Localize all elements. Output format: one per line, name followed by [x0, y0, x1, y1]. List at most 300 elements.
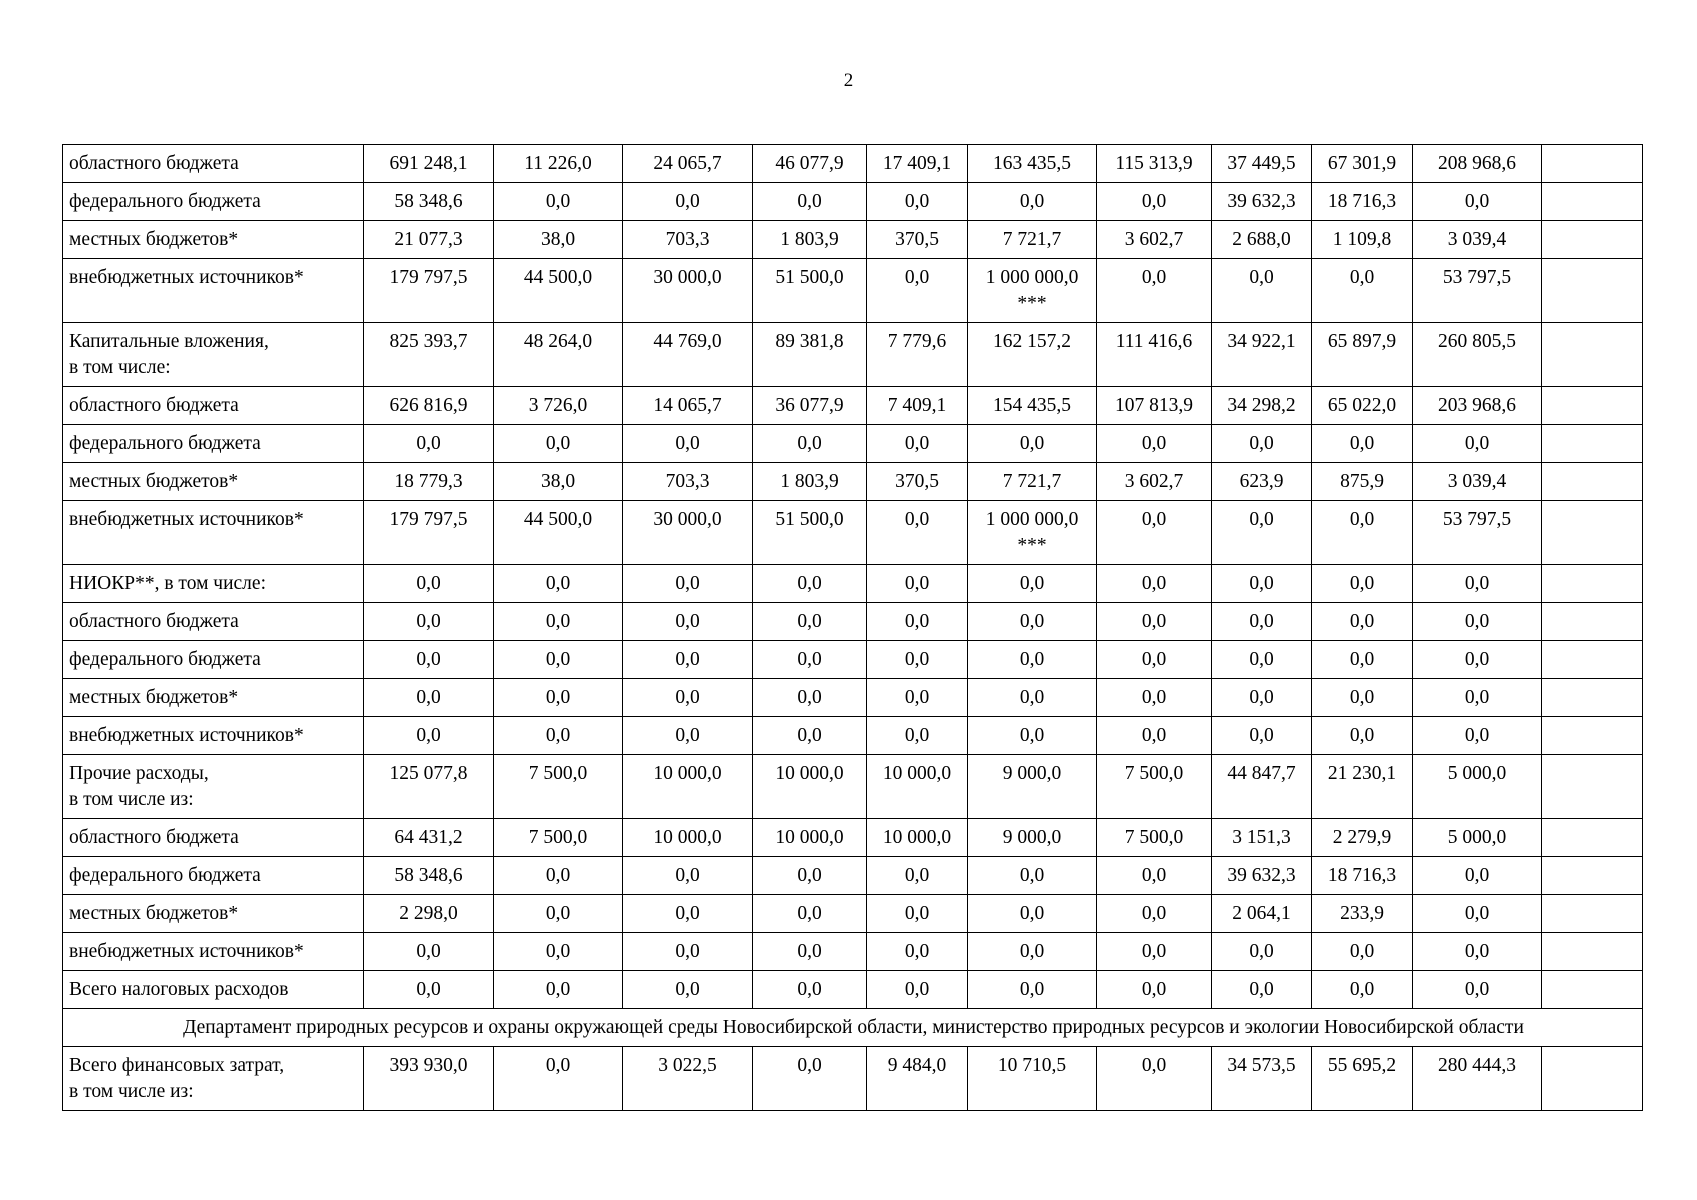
row-label-line: федерального бюджета: [69, 191, 261, 212]
row-label-line: областного бюджета: [69, 153, 239, 174]
value-cell: 0,0: [364, 565, 494, 603]
value-cell: 626 816,9: [364, 387, 494, 425]
value-cell: 0,0: [968, 857, 1097, 895]
table-body: [63, 145, 1643, 1111]
table-row: [63, 387, 1643, 425]
value-cell: 370,5: [867, 463, 968, 501]
value-cell: [1542, 501, 1643, 565]
value-cell: 0,0: [623, 641, 753, 679]
value-cell: 10 000,0: [623, 819, 753, 857]
value-cell: 18 716,3: [1312, 183, 1413, 221]
value-cell: 46 077,9: [753, 145, 867, 183]
value-cell: 0,0: [753, 679, 867, 717]
value-cell: 0,0: [867, 603, 968, 641]
row-label-line: внебюджетных источников*: [69, 509, 304, 530]
value-cell: 0,0: [1097, 425, 1212, 463]
value-cell: [1542, 565, 1643, 603]
value-cell: 0,0: [494, 1047, 623, 1111]
table-row: [63, 819, 1643, 857]
value-cell: 51 500,0: [753, 501, 867, 565]
row-label: [63, 221, 364, 259]
value-cell: 7 500,0: [1097, 819, 1212, 857]
row-label-line: внебюджетных источников*: [69, 725, 304, 746]
value-cell: 7 721,7: [968, 221, 1097, 259]
value-cell: 0,0: [623, 679, 753, 717]
value-cell: [1542, 259, 1643, 323]
value-cell: 0,0: [968, 641, 1097, 679]
value-cell: 0,0: [1097, 641, 1212, 679]
value-cell: 0,0: [1413, 641, 1542, 679]
value-cell: 825 393,7: [364, 323, 494, 387]
value-cell: 0,0: [1097, 717, 1212, 755]
value-cell: 0,0: [623, 183, 753, 221]
budget-table: [62, 144, 1643, 1111]
value-cell: 44 847,7: [1212, 755, 1312, 819]
value-cell: 0,0: [968, 603, 1097, 641]
value-line: ***: [1017, 535, 1047, 556]
value-cell: 0,0: [1212, 717, 1312, 755]
value-cell: 0,0: [1413, 425, 1542, 463]
value-cell: 0,0: [1212, 501, 1312, 565]
value-cell: 0,0: [364, 603, 494, 641]
value-cell: 1 109,8: [1312, 221, 1413, 259]
value-cell: 3 151,3: [1212, 819, 1312, 857]
value-cell: 10 000,0: [753, 755, 867, 819]
row-label-line: областного бюджета: [69, 395, 239, 416]
value-cell: [1542, 857, 1643, 895]
value-cell: 233,9: [1312, 895, 1413, 933]
value-cell: [1542, 971, 1643, 1009]
row-label: [63, 565, 364, 603]
value-cell: 0,0: [753, 1047, 867, 1111]
value-cell: 0,0: [1212, 603, 1312, 641]
value-cell: [1542, 221, 1643, 259]
value-cell: 0,0: [867, 425, 968, 463]
value-cell: 10 000,0: [623, 755, 753, 819]
row-label: [63, 183, 364, 221]
row-label: [63, 501, 364, 565]
value-cell: 703,3: [623, 221, 753, 259]
row-label-line: областного бюджета: [69, 611, 239, 632]
value-cell: 125 077,8: [364, 755, 494, 819]
table-row: [63, 717, 1643, 755]
row-label-line: в том числе из:: [69, 1081, 194, 1102]
row-label-line: федерального бюджета: [69, 865, 261, 886]
value-cell: 10 000,0: [867, 755, 968, 819]
value-cell: 0,0: [494, 895, 623, 933]
value-cell: 0,0: [867, 259, 968, 323]
table-row: [63, 755, 1643, 819]
value-cell: 1 803,9: [753, 221, 867, 259]
value-cell: 0,0: [753, 565, 867, 603]
value-cell: 0,0: [1413, 895, 1542, 933]
value-cell: 2 298,0: [364, 895, 494, 933]
value-cell: 37 449,5: [1212, 145, 1312, 183]
value-cell: 2 279,9: [1312, 819, 1413, 857]
value-cell: 0,0: [968, 679, 1097, 717]
value-cell: 0,0: [753, 717, 867, 755]
value-cell: 0,0: [1212, 641, 1312, 679]
row-label-line: Всего налоговых расходов: [69, 979, 289, 1000]
table-row: [63, 323, 1643, 387]
value-cell: 9 484,0: [867, 1047, 968, 1111]
value-cell: [1542, 895, 1643, 933]
value-cell: 0,0: [364, 425, 494, 463]
value-cell: 0,0: [1413, 933, 1542, 971]
value-cell: 30 000,0: [623, 501, 753, 565]
table-row: [63, 221, 1643, 259]
value-cell: 393 930,0: [364, 1047, 494, 1111]
value-cell: 0,0: [1097, 1047, 1212, 1111]
row-label: [63, 679, 364, 717]
value-cell: 875,9: [1312, 463, 1413, 501]
value-cell: 34 922,1: [1212, 323, 1312, 387]
value-cell: 0,0: [1212, 565, 1312, 603]
row-label-line: внебюджетных источников*: [69, 941, 304, 962]
value-cell: 0,0: [1097, 895, 1212, 933]
row-label: [63, 603, 364, 641]
value-cell: 9 000,0: [968, 819, 1097, 857]
value-cell: 0,0: [753, 857, 867, 895]
table-row: [63, 145, 1643, 183]
value-cell: 0,0: [1097, 971, 1212, 1009]
row-label-line: федерального бюджета: [69, 433, 261, 454]
value-cell: [1542, 425, 1643, 463]
value-cell: 7 500,0: [494, 755, 623, 819]
value-cell: [1542, 463, 1643, 501]
value-cell: 0,0: [867, 717, 968, 755]
value-cell: [1542, 717, 1643, 755]
value-cell: 89 381,8: [753, 323, 867, 387]
value-cell: 0,0: [1312, 933, 1413, 971]
row-label-line: внебюджетных источников*: [69, 267, 304, 288]
value-cell: 115 313,9: [1097, 145, 1212, 183]
value-cell: 53 797,5: [1413, 501, 1542, 565]
value-cell: 154 435,5: [968, 387, 1097, 425]
value-line: 1 000 000,0: [985, 509, 1079, 530]
value-cell: 0,0: [1312, 259, 1413, 323]
value-cell: 0,0: [1212, 259, 1312, 323]
value-cell: 17 409,1: [867, 145, 968, 183]
value-cell: 0,0: [1413, 603, 1542, 641]
value-cell: [1542, 145, 1643, 183]
value-cell: 0,0: [364, 641, 494, 679]
value-cell: 0,0: [867, 895, 968, 933]
value-cell: 0,0: [1097, 501, 1212, 565]
table-row: [63, 679, 1643, 717]
value-cell: 0,0: [1312, 971, 1413, 1009]
value-cell: 0,0: [968, 565, 1097, 603]
row-label-line: местных бюджетов*: [69, 471, 239, 492]
value-cell: 0,0: [1312, 501, 1413, 565]
table-row: [63, 641, 1643, 679]
value-cell: 0,0: [1413, 717, 1542, 755]
value-cell: 163 435,5: [968, 145, 1097, 183]
value-cell: 7 409,1: [867, 387, 968, 425]
value-cell: 3 726,0: [494, 387, 623, 425]
value-cell: 2 064,1: [1212, 895, 1312, 933]
value-cell: 0,0: [1413, 971, 1542, 1009]
value-cell: 10 000,0: [867, 819, 968, 857]
value-cell: 0,0: [1413, 679, 1542, 717]
value-cell: 53 797,5: [1413, 259, 1542, 323]
value-cell: 0,0: [494, 641, 623, 679]
value-cell: 0,0: [753, 971, 867, 1009]
value-cell: 3 602,7: [1097, 463, 1212, 501]
value-cell: 9 000,0: [968, 755, 1097, 819]
value-cell: 34 298,2: [1212, 387, 1312, 425]
value-cell: 179 797,5: [364, 259, 494, 323]
value-cell: 280 444,3: [1413, 1047, 1542, 1111]
row-label-line: в том числе:: [69, 357, 171, 378]
value-cell: 0,0: [753, 933, 867, 971]
department-row: [63, 1009, 1643, 1047]
value-cell: 55 695,2: [1312, 1047, 1413, 1111]
row-label: [63, 717, 364, 755]
value-cell: 0,0: [1413, 857, 1542, 895]
value-cell: 0,0: [494, 933, 623, 971]
value-cell: 0,0: [867, 641, 968, 679]
table-row: [63, 603, 1643, 641]
value-cell: 64 431,2: [364, 819, 494, 857]
row-label-line: НИОКР**, в том числе:: [69, 573, 266, 594]
table-row: [63, 895, 1643, 933]
value-cell: 48 264,0: [494, 323, 623, 387]
value-cell: 1 803,9: [753, 463, 867, 501]
value-cell: 0,0: [1212, 933, 1312, 971]
value-line: 1 000 000,0: [985, 267, 1079, 288]
value-cell: 39 632,3: [1212, 183, 1312, 221]
value-cell: 0,0: [623, 857, 753, 895]
row-label: [63, 755, 364, 819]
value-cell: 0,0: [968, 933, 1097, 971]
table-row: [63, 857, 1643, 895]
value-cell: 38,0: [494, 463, 623, 501]
value-cell: 0,0: [364, 679, 494, 717]
value-cell: [1542, 183, 1643, 221]
value-cell: 0,0: [1212, 971, 1312, 1009]
value-cell: 0,0: [968, 425, 1097, 463]
value-cell: 0,0: [1312, 425, 1413, 463]
table-row: [63, 501, 1643, 565]
value-cell: 0,0: [1097, 857, 1212, 895]
value-cell: 7 721,7: [968, 463, 1097, 501]
page-number: 2: [843, 70, 854, 91]
value-cell: 0,0: [867, 679, 968, 717]
value-cell: [1542, 387, 1643, 425]
row-label: [63, 145, 364, 183]
row-label: [63, 641, 364, 679]
value-cell: 5 000,0: [1413, 755, 1542, 819]
value-cell: 3 602,7: [1097, 221, 1212, 259]
value-cell: 0,0: [1097, 259, 1212, 323]
row-label-line: местных бюджетов*: [69, 903, 239, 924]
value-cell: 162 157,2: [968, 323, 1097, 387]
value-cell: 0,0: [494, 971, 623, 1009]
value-line: ***: [1017, 293, 1047, 314]
value-cell: 0,0: [867, 565, 968, 603]
value-cell: 0,0: [1097, 679, 1212, 717]
value-cell: [1542, 933, 1643, 971]
value-cell: 0,0: [623, 603, 753, 641]
department-title: Департамент природных ресурсов и охраны окружающей среды Новосибирской области, министерство природных ресурсов и экологии Новосибирской области: [63, 1009, 1643, 1047]
value-cell: 67 301,9: [1312, 145, 1413, 183]
value-cell: 0,0: [968, 717, 1097, 755]
value-cell: 0,0: [867, 933, 968, 971]
table-row: [63, 1047, 1643, 1111]
value-cell: 0,0: [968, 971, 1097, 1009]
row-label-line: Всего финансовых затрат,: [69, 1055, 285, 1076]
value-cell: 24 065,7: [623, 145, 753, 183]
row-label-line: Прочие расходы,: [69, 763, 209, 784]
value-cell: [1542, 679, 1643, 717]
row-label-line: местных бюджетов*: [69, 229, 239, 250]
value-cell: 0,0: [1097, 565, 1212, 603]
value-cell: 3 039,4: [1413, 221, 1542, 259]
row-label: [63, 895, 364, 933]
row-label-line: местных бюджетов*: [69, 687, 239, 708]
value-cell: 0,0: [753, 425, 867, 463]
value-cell: 0,0: [494, 603, 623, 641]
value-cell: 0,0: [867, 183, 968, 221]
value-cell: 11 226,0: [494, 145, 623, 183]
value-cell: 691 248,1: [364, 145, 494, 183]
value-cell: 0,0: [1312, 641, 1413, 679]
value-cell: [1542, 323, 1643, 387]
value-cell: 0,0: [1413, 565, 1542, 603]
value-cell: 0,0: [1312, 679, 1413, 717]
value-cell: [968, 259, 1097, 323]
value-cell: 65 022,0: [1312, 387, 1413, 425]
table-row: [63, 933, 1643, 971]
value-cell: 0,0: [1312, 565, 1413, 603]
value-cell: 7 779,6: [867, 323, 968, 387]
value-cell: 0,0: [1312, 603, 1413, 641]
value-cell: 0,0: [968, 895, 1097, 933]
value-cell: 0,0: [623, 717, 753, 755]
value-cell: 0,0: [1097, 933, 1212, 971]
value-cell: 0,0: [1212, 679, 1312, 717]
value-cell: 44 500,0: [494, 259, 623, 323]
row-label: [63, 463, 364, 501]
value-cell: 51 500,0: [753, 259, 867, 323]
value-cell: 34 573,5: [1212, 1047, 1312, 1111]
table-row: [63, 259, 1643, 323]
value-cell: 36 077,9: [753, 387, 867, 425]
value-cell: 179 797,5: [364, 501, 494, 565]
value-cell: 38,0: [494, 221, 623, 259]
value-cell: 18 779,3: [364, 463, 494, 501]
table-row: [63, 565, 1643, 603]
value-cell: 10 000,0: [753, 819, 867, 857]
value-cell: 0,0: [494, 565, 623, 603]
value-cell: 3 022,5: [623, 1047, 753, 1111]
value-cell: 0,0: [867, 501, 968, 565]
row-label: [63, 323, 364, 387]
table-row: [63, 463, 1643, 501]
value-cell: 0,0: [867, 971, 968, 1009]
value-cell: 0,0: [753, 641, 867, 679]
row-label: [63, 425, 364, 463]
value-cell: 0,0: [753, 183, 867, 221]
value-cell: 260 805,5: [1413, 323, 1542, 387]
value-cell: 0,0: [1097, 183, 1212, 221]
value-cell: [1542, 755, 1643, 819]
row-label: [63, 387, 364, 425]
value-cell: 21 230,1: [1312, 755, 1413, 819]
value-cell: 0,0: [1413, 183, 1542, 221]
value-cell: 0,0: [623, 895, 753, 933]
row-label: [63, 971, 364, 1009]
value-cell: 0,0: [968, 183, 1097, 221]
value-cell: [968, 501, 1097, 565]
value-cell: 0,0: [494, 857, 623, 895]
value-cell: 208 968,6: [1413, 145, 1542, 183]
value-cell: 39 632,3: [1212, 857, 1312, 895]
value-cell: 58 348,6: [364, 857, 494, 895]
value-cell: 0,0: [623, 933, 753, 971]
value-cell: 7 500,0: [494, 819, 623, 857]
value-cell: 203 968,6: [1413, 387, 1542, 425]
value-cell: [1542, 1047, 1643, 1111]
value-cell: 0,0: [494, 425, 623, 463]
table-row: [63, 183, 1643, 221]
value-cell: 3 039,4: [1413, 463, 1542, 501]
value-cell: 21 077,3: [364, 221, 494, 259]
value-cell: 0,0: [623, 425, 753, 463]
row-label: [63, 933, 364, 971]
row-label: [63, 259, 364, 323]
value-cell: 0,0: [1212, 425, 1312, 463]
value-cell: 0,0: [623, 971, 753, 1009]
value-cell: 18 716,3: [1312, 857, 1413, 895]
value-cell: 0,0: [753, 603, 867, 641]
value-cell: 44 769,0: [623, 323, 753, 387]
value-cell: 0,0: [753, 895, 867, 933]
value-cell: 5 000,0: [1413, 819, 1542, 857]
value-cell: 703,3: [623, 463, 753, 501]
value-cell: 623,9: [1212, 463, 1312, 501]
value-cell: 30 000,0: [623, 259, 753, 323]
table-row: [63, 971, 1643, 1009]
row-label: [63, 857, 364, 895]
row-label: [63, 819, 364, 857]
value-cell: 10 710,5: [968, 1047, 1097, 1111]
row-label-line: федерального бюджета: [69, 649, 261, 670]
value-cell: 7 500,0: [1097, 755, 1212, 819]
value-cell: 0,0: [364, 971, 494, 1009]
value-cell: 370,5: [867, 221, 968, 259]
row-label: [63, 1047, 364, 1111]
value-cell: 0,0: [364, 933, 494, 971]
value-cell: 65 897,9: [1312, 323, 1413, 387]
value-cell: 14 065,7: [623, 387, 753, 425]
value-cell: 0,0: [494, 183, 623, 221]
value-cell: [1542, 641, 1643, 679]
value-cell: 2 688,0: [1212, 221, 1312, 259]
row-label-line: в том числе из:: [69, 789, 194, 810]
value-cell: 0,0: [1097, 603, 1212, 641]
row-label-line: Капитальные вложения,: [69, 331, 269, 352]
value-cell: [1542, 819, 1643, 857]
value-cell: 0,0: [364, 717, 494, 755]
table-row: [63, 425, 1643, 463]
value-cell: 44 500,0: [494, 501, 623, 565]
value-cell: 0,0: [623, 565, 753, 603]
value-cell: [1542, 603, 1643, 641]
value-cell: 107 813,9: [1097, 387, 1212, 425]
value-cell: 0,0: [494, 717, 623, 755]
